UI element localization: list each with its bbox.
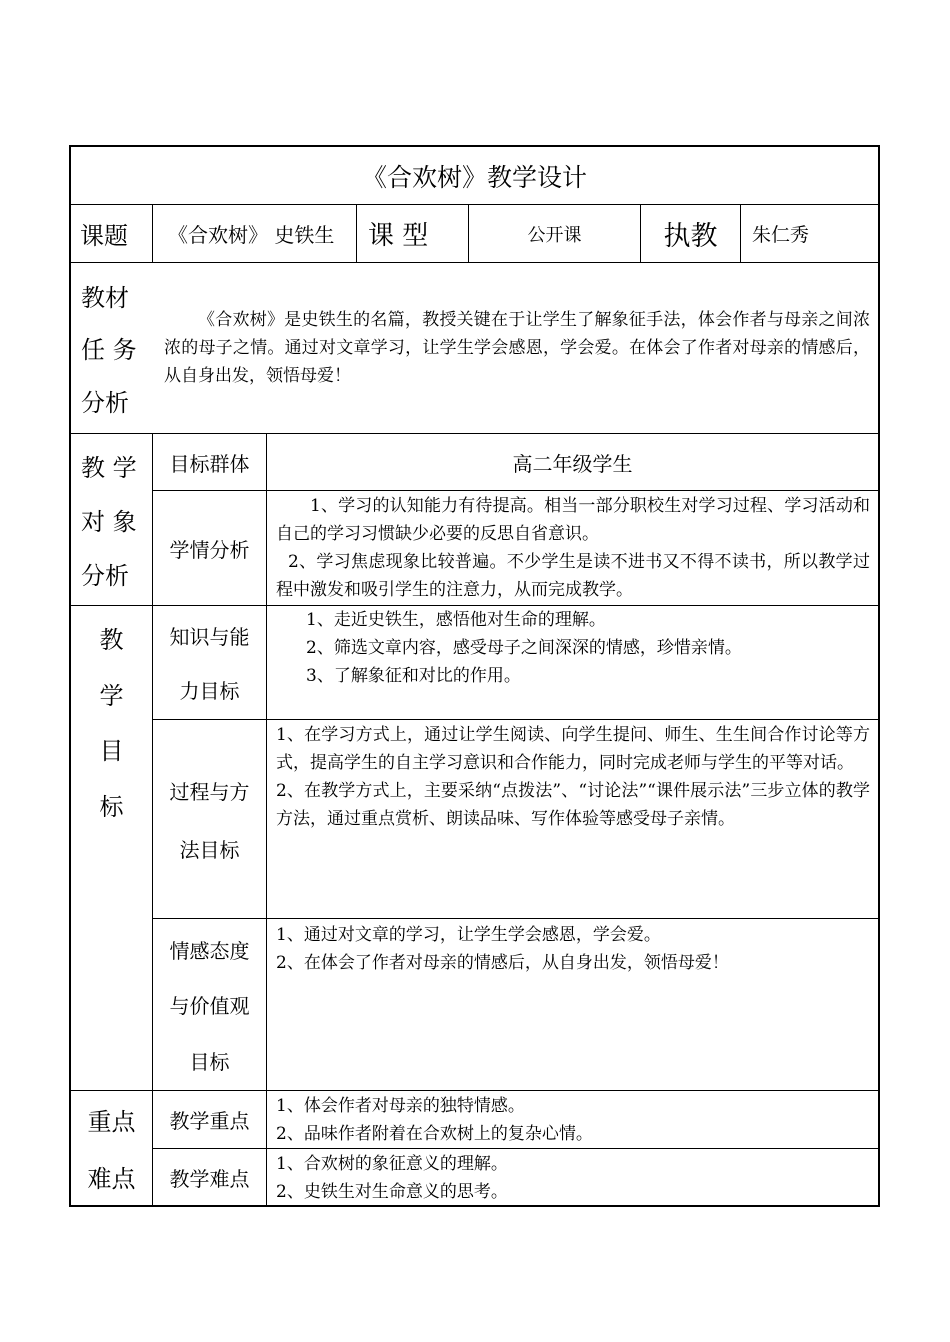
material-text bbox=[164, 306, 870, 390]
goals-label-char: 教 bbox=[99, 626, 124, 655]
keypoints-label bbox=[71, 1091, 152, 1205]
knowledge-label-line: 力目标 bbox=[179, 679, 240, 704]
difficulty-line: 2、史铁生对生命意义的思考。 bbox=[276, 1182, 508, 1202]
col-divider bbox=[266, 433, 267, 1206]
subrow-divider bbox=[152, 719, 880, 720]
material-label-line: 任 务 bbox=[81, 336, 137, 365]
knowledge-label-line: 知识与能 bbox=[169, 624, 250, 649]
teacher-value: 朱仁秀 bbox=[752, 224, 810, 246]
audience-label-line: 分析 bbox=[81, 562, 129, 591]
material-label-line: 分析 bbox=[81, 389, 129, 418]
col-divider bbox=[356, 204, 357, 263]
goals-label-char: 目 bbox=[99, 737, 124, 766]
row-divider bbox=[69, 262, 880, 263]
knowledge-line: 3、了解象征和对比的作用。 bbox=[306, 666, 521, 686]
keypoints-label-line: 重点 bbox=[87, 1108, 136, 1136]
emotion-label-line: 目标 bbox=[189, 1049, 230, 1074]
material-label bbox=[71, 263, 152, 433]
difficulty-line: 1、合欢树的象征意义的理解。 bbox=[276, 1154, 508, 1174]
process-line: 1、在学习方式上，通过让学生阅读、向学生提问、师生、生生间合作讨论等方式，提高学生的自主学习意识和合作能力，同时完成老师与学生的平等对话。 bbox=[276, 725, 870, 773]
situation-line: 2、学习焦虑现象比较普遍。不少学生是读不进书又不得不读书，所以教学过程中激发和吸引学生的注意力，从而完成教学。 bbox=[276, 552, 870, 600]
emotion-label-line: 情感态度 bbox=[169, 939, 250, 964]
teaching-focus-label: 教学重点 bbox=[169, 1109, 250, 1133]
emotion-goal-label bbox=[153, 920, 266, 1090]
emotion-line: 2、在体会了作者对母亲的情感后，从自身出发，领悟母爱！ bbox=[276, 953, 729, 973]
knowledge-goal-label bbox=[153, 606, 266, 719]
audience-label bbox=[71, 434, 152, 605]
table-border-right bbox=[878, 145, 880, 1207]
goals-label-char: 学 bbox=[99, 681, 124, 710]
focus-line: 2、品味作者附着在合欢树上的复杂心情。 bbox=[276, 1124, 593, 1144]
material-label-line: 教材 bbox=[81, 283, 129, 312]
process-label-line: 法目标 bbox=[179, 837, 240, 862]
knowledge-line: 2、筛选文章内容，感受母子之间深深的情感，珍惜亲情。 bbox=[306, 638, 742, 658]
lesson-type-value: 公开课 bbox=[527, 224, 582, 246]
audience-label-line: 教 学 bbox=[81, 453, 137, 482]
keypoints-label-line: 难点 bbox=[87, 1165, 136, 1193]
situation-line: 1、学习的认知能力有待提高。相当一部分职校生对学习过程、学习活动和自己的学习习惯缺少必要的反思自省意识。 bbox=[276, 496, 870, 544]
knowledge-goal-text bbox=[306, 606, 866, 690]
topic-value: 《合欢树》 史铁生 bbox=[168, 223, 335, 247]
emotion-label-line: 与价值观 bbox=[169, 994, 250, 1019]
document-title: 《合欢树》教学设计 bbox=[361, 163, 587, 192]
goals-label bbox=[71, 606, 152, 836]
process-goal-text bbox=[276, 721, 870, 833]
emotion-line: 1、通过对文章的学习，让学生学会感恩，学会爱。 bbox=[276, 925, 661, 945]
material-paragraph: 《合欢树》是史铁生的名篇，教授关键在于让学生了解象征手法，体会作者与母亲之间浓浓的母子之情。通过对文章学习，让学生学会感恩，学会爱。在体会了作者对母亲的情感后，从自身出发，领悟母爱！ bbox=[164, 310, 870, 386]
teaching-focus-text bbox=[276, 1092, 870, 1148]
col-divider bbox=[152, 204, 153, 263]
topic-label: 课题 bbox=[80, 222, 128, 250]
teaching-difficulty-text bbox=[276, 1150, 870, 1206]
target-group-value: 高二年级学生 bbox=[512, 451, 633, 476]
goals-label-char: 标 bbox=[99, 792, 124, 821]
process-label-line: 过程与方 bbox=[169, 780, 250, 805]
process-goal-label bbox=[153, 762, 266, 877]
lesson-type-label: 课 型 bbox=[368, 221, 429, 251]
col-divider bbox=[740, 204, 741, 263]
emotion-goal-text bbox=[276, 921, 870, 977]
subrow-divider bbox=[152, 918, 880, 919]
focus-line: 1、体会作者对母亲的独特情感。 bbox=[276, 1096, 525, 1116]
teacher-label: 执教 bbox=[663, 221, 718, 252]
process-line: 2、在教学方式上，主要采纳“点拨法”、“讨论法”“课件展示法”三步立体的教学方法，通过重点赏析、朗读品味、写作体验等感受母子亲情。 bbox=[276, 781, 870, 829]
learning-situation-label: 学情分析 bbox=[169, 537, 250, 562]
target-group-label: 目标群体 bbox=[169, 451, 250, 476]
knowledge-line: 1、走近史铁生，感悟他对生命的理解。 bbox=[306, 610, 606, 630]
teaching-difficulty-label: 教学难点 bbox=[169, 1166, 250, 1191]
learning-situation-text bbox=[276, 492, 870, 604]
audience-label-line: 对 象 bbox=[81, 507, 137, 536]
